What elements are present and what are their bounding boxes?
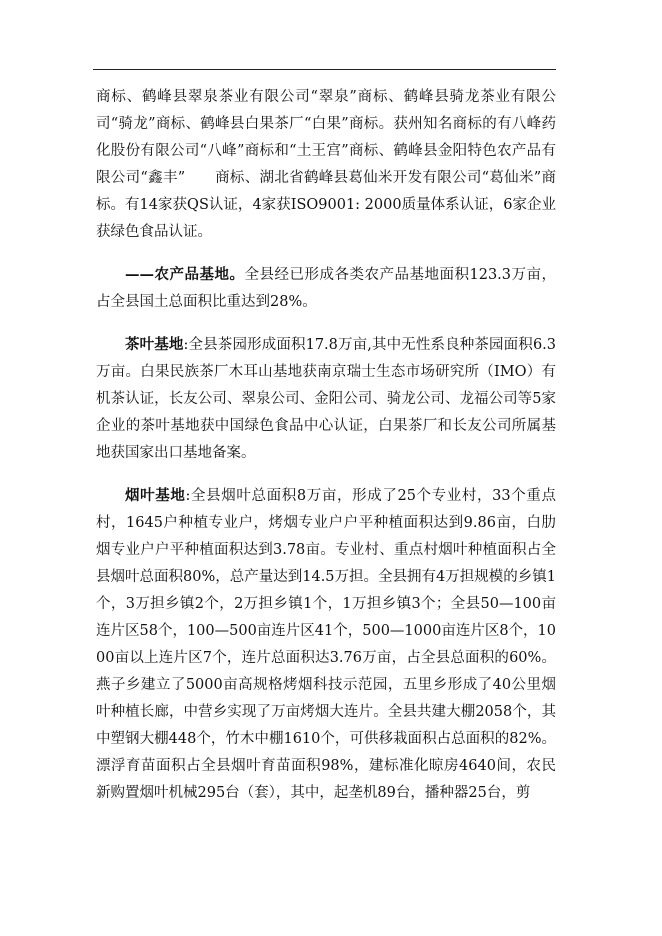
paragraph-text: 全县经已形成各类农产品基地面积123.3万亩，占全县国土总面积比重达到28%。 [96,267,556,310]
paragraph-text: :全县茶园形成面积17.8万亩,其中无性系良种茶园面积6.3万亩。白果民族茶厂木耳山基地获南京瑞士生态市场研究所（IMO）有机茶认证，长友公司、翠泉公司、金阳公司、骑龙公司、龙福公司等5家企业的茶叶基地获中国绿色食品中心认证，白果茶厂和长友公司所属基地获国家出口基地备案。 [96,337,557,461]
paragraph-trademarks [96,84,556,246]
paragraph-tea-base [96,331,556,467]
paragraph-heading: 茶叶基地 [125,336,184,353]
header-rule [93,69,556,70]
paragraph-heading: 烟叶基地 [125,487,186,504]
paragraph-agri-base [96,261,556,316]
paragraph-text: 商标、鹤峰县翠泉茶业有限公司“翠泉”商标、鹤峰县骑龙茶业有限公司“骑龙”商标、鹤峰县白果茶厂“白果”商标。获州知名商标的有八峰药化股份有限公司“八峰”商标和“土王宫”商标、鹤峰县金阳特色农产品有限公司“鑫丰” 商标、湖北省鹤峰县葛仙米开发有限公司“葛仙米”商标。有14家获QS认证，4家获ISO9001: 2000质量体系认证，6家企业获绿色食品认证。 [96,89,556,240]
document-body [96,84,556,822]
paragraph-text: :全县烟叶总面积8万亩，形成了25个专业村，33个重点村，1645户种植专业户，烤烟专业户户平种植面积达到9.86亩，白肋烟专业户户平种植面积达到3.78亩。专业村、重点村烟叶种植面积占全县烟叶总面积80%，总产量达到14.5万担。全县拥有4万担规模的乡镇1个，3万担乡镇2个，2万担乡镇1个，1万担乡镇3个；全县50—100亩连片区58个，100—500亩连片区41个，500—1000亩连片区8个，1000亩以上连片区7个，连片总面积达3.76万亩，占全县总面积的60%。燕子乡建立了5000亩高规格烤烟科技示范园，五里乡形成了40公里烟叶种植长廊，中营乡实现了万亩烤烟大连片。全县共建大棚2058个，其中塑钢大棚448个，竹木中棚1610个，可供移栽面积占总面积的82%。漂浮育苗面积占全县烟叶育苗面积98%，建标准化晾房4640间，农民新购置烟叶机械295台（套），其中，起垄机89台，播种器25台，剪 [96,488,557,801]
paragraph-heading: ——农产品基地。 [125,266,245,283]
paragraph-tobacco-base [96,482,556,807]
